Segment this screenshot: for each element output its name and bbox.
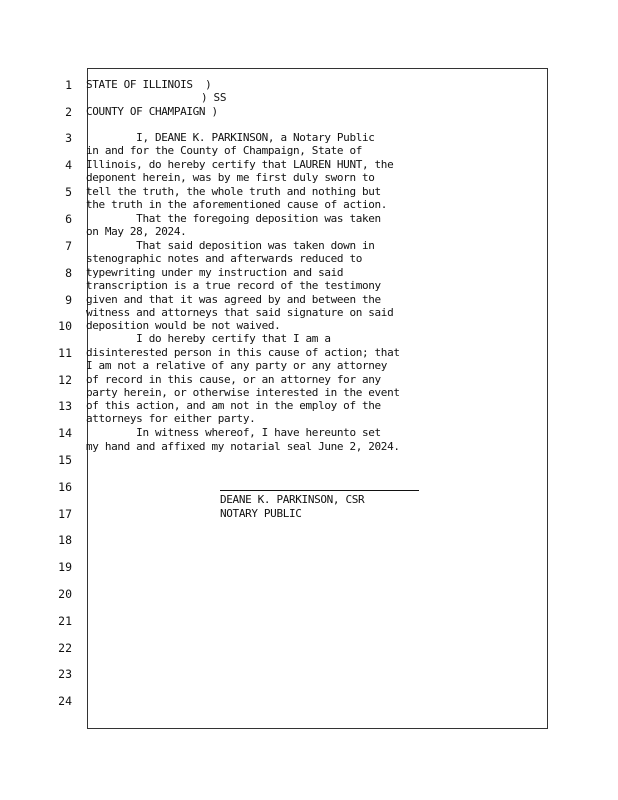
body-line: I am not a relative of any party or any attorney (86, 359, 388, 372)
signature-line (220, 490, 419, 491)
line-number: 23 (58, 667, 72, 681)
line-number: 3 (65, 131, 72, 145)
caption-county: COUNTY OF CHAMPAIGN ) (86, 105, 218, 118)
line-number: 6 (65, 212, 72, 226)
line-number: 8 (65, 266, 72, 280)
body-line: my hand and affixed my notarial seal June 2, 2024. (86, 440, 400, 453)
body-line: tell the truth, the whole truth and nothing but (86, 185, 381, 198)
body-line: I do hereby certify that I am a (86, 332, 331, 345)
body-line: I, DEANE K. PARKINSON, a Notary Public (86, 131, 375, 144)
body-line: given and that it was agreed by and between the (86, 293, 381, 306)
line-number: 1 (65, 78, 72, 92)
signer-name: DEANE K. PARKINSON, CSR (220, 493, 365, 506)
body-line: transcription is a true record of the testimony (86, 279, 381, 292)
body-line: witness and attorneys that said signature on said (86, 306, 394, 319)
body-line: typewriting under my instruction and said (86, 266, 344, 279)
body-line: That said deposition was taken down in (86, 239, 375, 252)
body-line: stenographic notes and afterwards reduced to (86, 252, 362, 265)
body-line: deposition would be not waived. (86, 319, 281, 332)
line-number: 18 (58, 533, 72, 547)
signer-title: NOTARY PUBLIC (220, 507, 302, 520)
body-line: deponent herein, was by me first duly sworn to (86, 171, 375, 184)
line-number: 9 (65, 293, 72, 307)
line-number: 12 (58, 373, 72, 387)
line-number: 20 (58, 587, 72, 601)
caption-ss: ) SS (201, 91, 227, 104)
caption-state: STATE OF ILLINOIS ) (86, 78, 212, 91)
body-line: on May 28, 2024. (86, 225, 187, 238)
line-number: 22 (58, 641, 72, 655)
body-line: disinterested person in this cause of action; that (86, 346, 400, 359)
body-line: of this action, and am not in the employ of the (86, 399, 381, 412)
line-number: 13 (58, 399, 72, 413)
line-number: 5 (65, 185, 72, 199)
line-number: 14 (58, 426, 72, 440)
body-line: attorneys for either party. (86, 412, 256, 425)
line-number: 11 (58, 346, 72, 360)
body-line: the truth in the aforementioned cause of action. (86, 198, 388, 211)
body-line: Illinois, do hereby certify that LAUREN HUNT, the (86, 158, 394, 171)
line-number: 16 (58, 480, 72, 494)
body-line: in and for the County of Champaign, State of (86, 144, 362, 157)
line-number: 19 (58, 560, 72, 574)
line-number: 24 (58, 694, 72, 708)
body-line: of record in this cause, or an attorney for any (86, 373, 381, 386)
body-line: In witness whereof, I have hereunto set (86, 426, 381, 439)
line-number: 15 (58, 453, 72, 467)
body-line: That the foregoing deposition was taken (86, 212, 381, 225)
line-number: 10 (58, 319, 72, 333)
line-number: 21 (58, 614, 72, 628)
line-number: 17 (58, 507, 72, 521)
body-line: party herein, or otherwise interested in the event (86, 386, 400, 399)
line-number: 7 (65, 239, 72, 253)
line-number: 2 (65, 105, 72, 119)
line-number: 4 (65, 158, 72, 172)
